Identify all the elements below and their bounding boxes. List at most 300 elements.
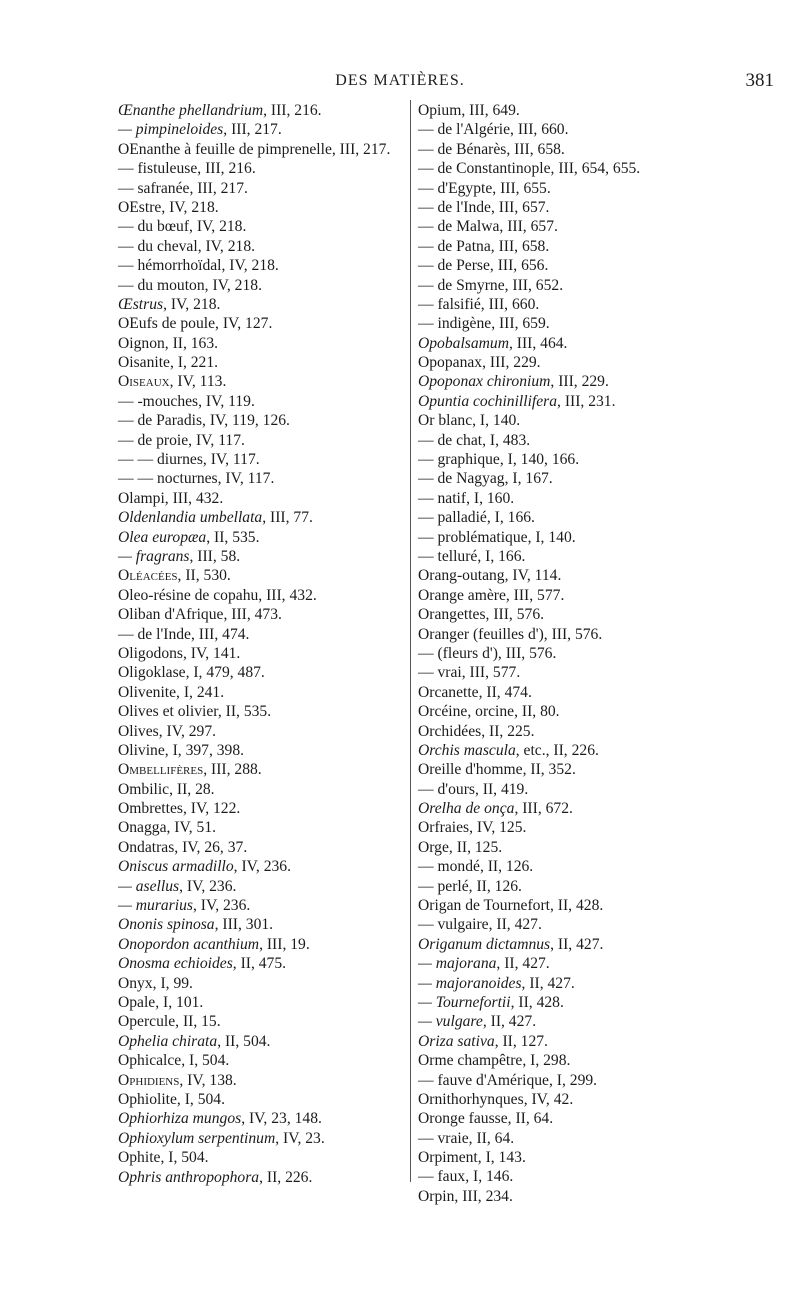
index-entry xyxy=(418,1071,718,1090)
entry-references: , IV, 297. xyxy=(158,722,217,740)
index-entry xyxy=(418,683,718,702)
entry-term: — fistuleuse xyxy=(118,160,198,178)
entry-references: , III, 655. xyxy=(492,179,551,197)
entry-term: Oligodons xyxy=(118,644,183,662)
entry-references: , III, 576. xyxy=(485,606,545,624)
index-entry xyxy=(418,1129,718,1148)
entry-references: , II, 427. xyxy=(482,1013,537,1031)
entry-references: , III, 234. xyxy=(454,1187,513,1205)
entry-term: — vraie xyxy=(418,1129,469,1147)
entry-references: , III, 577. xyxy=(505,586,565,604)
entry-term: — -mouches xyxy=(118,392,199,410)
entry-references: , III, 288. xyxy=(203,761,262,779)
index-entry xyxy=(418,120,718,139)
page-header xyxy=(0,72,800,96)
entry-term: Orcanette xyxy=(418,683,479,701)
page-number: 381 xyxy=(745,70,774,91)
index-entry xyxy=(118,353,410,372)
entry-references: , IV, 218. xyxy=(204,276,262,294)
entry-term: — vrai xyxy=(418,664,462,682)
index-entry xyxy=(418,877,718,896)
entry-term: — de Paradis xyxy=(118,412,203,430)
index-entry xyxy=(418,857,718,876)
index-entry xyxy=(418,722,718,741)
entry-term: — de proie xyxy=(118,431,189,449)
index-entry xyxy=(118,450,410,469)
entry-references: , I, 166. xyxy=(477,547,526,565)
entry-references: , I, 143. xyxy=(477,1149,526,1167)
index-entry xyxy=(118,469,410,488)
index-entry xyxy=(118,1109,410,1128)
entry-term: Opopanax xyxy=(418,354,483,372)
index-entry xyxy=(118,101,410,120)
entry-term: Ombellifères xyxy=(118,761,204,779)
index-entry xyxy=(418,838,718,857)
entry-references: , III, 672. xyxy=(514,800,573,818)
entry-term: Opuntia cochinillifera xyxy=(418,392,558,410)
entry-references: , II, 530. xyxy=(177,567,231,585)
index-entry xyxy=(418,198,718,217)
entry-term: — indigène xyxy=(418,315,492,333)
entry-references: , II, 127. xyxy=(494,1032,548,1050)
index-entry xyxy=(118,334,410,353)
entry-term: Opercule xyxy=(118,1013,176,1031)
index-entry xyxy=(118,954,410,973)
entry-references: , IV, 122. xyxy=(182,800,241,818)
entry-term: Olives et olivier xyxy=(118,703,218,721)
index-entry xyxy=(418,372,718,391)
entry-term: — de l'Algérie xyxy=(418,121,511,139)
entry-term: — de Bénarès xyxy=(418,140,507,158)
entry-references: , III, 660. xyxy=(480,295,540,313)
index-entry xyxy=(118,392,410,411)
entry-references: , III, 657. xyxy=(499,218,558,236)
entry-term: — de Smyrne xyxy=(418,276,505,294)
entry-term: Oleo-résine de copahu xyxy=(118,586,259,604)
entry-term: Oliban d'Afrique xyxy=(118,606,224,624)
index-entry xyxy=(418,489,718,508)
entry-term: — vulgaire xyxy=(418,916,489,934)
index-entry xyxy=(418,237,718,256)
entry-references: , IV, 127. xyxy=(215,315,273,333)
index-entry xyxy=(118,760,410,779)
entry-references: , I, 397, 398. xyxy=(164,741,245,759)
entry-term: — de Patna xyxy=(418,237,491,255)
entry-references: , I, 241. xyxy=(176,683,225,701)
entry-references: , III, 217. xyxy=(189,179,248,197)
entry-references: , III, 216. xyxy=(263,102,322,119)
entry-references: , I, 298. xyxy=(522,1052,571,1070)
entry-references: , IV, 236. xyxy=(179,877,237,895)
entry-term: Orge xyxy=(418,838,449,856)
index-entry xyxy=(418,334,718,353)
entry-term: Orfraies xyxy=(418,819,470,837)
index-entry xyxy=(418,314,718,333)
entry-term: Œnanthe phellandrium xyxy=(118,102,264,119)
index-entry xyxy=(418,1167,718,1186)
index-entry xyxy=(118,741,410,760)
entry-term: Ophiolite xyxy=(118,1090,177,1108)
entry-term: Orchis mascula xyxy=(418,741,516,759)
index-entry xyxy=(118,1012,410,1031)
entry-references: , II, 419. xyxy=(474,780,529,798)
index-entry xyxy=(418,392,718,411)
entry-term: — — nocturnes xyxy=(118,470,218,488)
entry-references: , II, 64. xyxy=(468,1129,515,1147)
entry-references: , III, 216. xyxy=(197,160,256,178)
index-entry xyxy=(118,237,410,256)
entry-references: , III, 576. xyxy=(497,644,557,662)
index-entry xyxy=(118,935,410,954)
entry-term: — murarius xyxy=(118,897,193,915)
index-entry xyxy=(118,586,410,605)
index-entry xyxy=(418,1051,718,1070)
entry-references: , II, 504. xyxy=(217,1032,271,1050)
entry-term: Oisanite xyxy=(118,354,170,372)
entry-term: — de Nagyag xyxy=(418,470,505,488)
entry-references: , II, 125. xyxy=(448,838,503,856)
entry-term: Orpin xyxy=(418,1187,455,1205)
entry-references: , IV, 23. xyxy=(275,1129,325,1147)
entry-term: Orpiment xyxy=(418,1149,478,1167)
entry-references: , II, 225. xyxy=(481,722,535,740)
index-entry xyxy=(118,217,410,236)
index-entry xyxy=(118,372,410,391)
entry-term: Opobalsamum xyxy=(418,334,509,352)
index-entry xyxy=(118,896,410,915)
index-entry xyxy=(418,663,718,682)
entry-term: — fragrans xyxy=(118,548,190,565)
entry-references: , III, 654, 655. xyxy=(550,160,641,178)
entry-term: — problématique xyxy=(418,528,528,546)
entry-references: , II, 427. xyxy=(521,974,575,992)
index-entry xyxy=(118,818,410,837)
entry-references: , IV, 236. xyxy=(192,897,251,915)
entry-term: Olampi xyxy=(118,489,165,507)
entry-references: , IV, 125. xyxy=(469,819,527,837)
entry-references: , IV, 141. xyxy=(182,644,241,662)
entry-term: — de chat xyxy=(418,431,483,449)
index-entry xyxy=(418,915,718,934)
entry-term: Olives xyxy=(118,722,159,740)
entry-term: — de Malwa xyxy=(418,218,500,236)
entry-references: , I, 140. xyxy=(527,528,576,546)
index-entry xyxy=(118,508,410,527)
index-entry xyxy=(418,256,718,275)
entry-term: Opium xyxy=(418,102,462,119)
index-entry xyxy=(118,644,410,663)
entry-term: — majorana xyxy=(418,955,497,973)
index-entry xyxy=(118,140,410,159)
index-entry xyxy=(418,935,718,954)
entry-term: — hémorrhoïdal xyxy=(118,257,222,275)
entry-term: Oronge fausse xyxy=(418,1110,508,1128)
entry-term: — mondé xyxy=(418,858,480,876)
entry-term: Ombilic xyxy=(118,780,170,798)
entry-references: , I, 140. xyxy=(472,412,521,430)
entry-references: , IV, 117. xyxy=(217,470,275,488)
entry-references: , III, 231. xyxy=(557,392,616,410)
index-entry xyxy=(118,877,410,896)
entry-term: — de l'Inde xyxy=(418,198,491,216)
entry-references: , I, 99. xyxy=(152,974,193,992)
entry-term: Orang-outang xyxy=(418,567,505,585)
entry-term: — telluré xyxy=(418,547,478,565)
index-entry xyxy=(418,276,718,295)
entry-term: — d'ours xyxy=(418,780,475,798)
index-entry xyxy=(118,663,410,682)
entry-term: — du mouton xyxy=(118,276,205,294)
entry-references: , II, 163. xyxy=(164,334,219,352)
entry-references: , I, 299. xyxy=(548,1071,598,1089)
index-entry xyxy=(118,411,410,430)
entry-term: Oreille d'homme xyxy=(418,761,523,779)
entry-term: Oiseaux xyxy=(118,373,170,391)
entry-term: — fauve d'Amérique xyxy=(418,1071,549,1089)
entry-references: , II, 475. xyxy=(232,955,287,973)
entry-term: Ondatras xyxy=(118,838,175,856)
entry-references: , III, 464. xyxy=(508,334,568,352)
entry-term: Onagga xyxy=(118,819,167,837)
index-entry xyxy=(418,431,718,450)
index-entry xyxy=(118,1051,410,1070)
entry-term: Olivine xyxy=(118,741,165,759)
index-column-left xyxy=(118,101,410,1187)
entry-term: OEnanthe à feuille de pimprenelle, III, 217. xyxy=(118,140,391,158)
entry-term: Olivenite xyxy=(118,683,177,701)
entry-term: Ononis spinosa xyxy=(118,916,215,934)
entry-references: , III, 432. xyxy=(258,586,317,604)
entry-references: , IV, 236. xyxy=(233,858,291,876)
entry-term: Orcéine, orcine xyxy=(418,703,515,721)
entry-references: , III, 577. xyxy=(461,664,521,682)
entry-term: Onosma echioides xyxy=(118,955,233,973)
entry-term: — pimpineloides xyxy=(118,121,224,139)
column-divider xyxy=(410,100,411,1182)
index-entry xyxy=(118,1071,410,1090)
index-entry xyxy=(118,857,410,876)
entry-references: , II, 474. xyxy=(478,683,532,701)
index-entry xyxy=(118,179,410,198)
index-entry xyxy=(118,838,410,857)
index-entry xyxy=(118,1129,410,1148)
entry-term: OEstre xyxy=(118,198,162,216)
index-entry xyxy=(118,120,410,139)
entry-references: , IV, 42. xyxy=(523,1090,574,1108)
entry-term: — asellus xyxy=(118,877,180,895)
index-entry xyxy=(118,915,410,934)
index-entry xyxy=(418,508,718,527)
entry-references: , IV, 113. xyxy=(169,373,227,391)
entry-term: Orchidées xyxy=(418,722,482,740)
entry-term: Ophris anthropophora xyxy=(118,1168,260,1186)
index-entry xyxy=(418,605,718,624)
entry-term: Opale xyxy=(118,993,156,1011)
entry-references: , II, 126. xyxy=(468,877,522,895)
entry-term: Onyx xyxy=(118,974,153,992)
index-entry xyxy=(418,896,718,915)
entry-term: — majoranoides xyxy=(418,974,522,992)
index-entry xyxy=(118,489,410,508)
entry-term: — graphique xyxy=(418,451,500,469)
index-entry xyxy=(418,644,718,663)
index-entry xyxy=(418,625,718,644)
entry-term: — de l'Inde xyxy=(118,625,191,643)
index-entry xyxy=(418,411,718,430)
entry-references: , III, 19. xyxy=(259,935,310,953)
index-entry xyxy=(418,179,718,198)
entry-references: , III, 432. xyxy=(164,489,224,507)
index-entry xyxy=(118,993,410,1012)
entry-term: — d'Egypte xyxy=(418,179,493,197)
index-entry xyxy=(418,1032,718,1051)
entry-references: , IV, 51. xyxy=(166,819,217,837)
index-entry xyxy=(418,954,718,973)
entry-references: , III, 649. xyxy=(461,102,520,119)
entry-references: , II, 535. xyxy=(206,528,260,546)
entry-references: , III, 660. xyxy=(510,121,569,139)
index-entry xyxy=(118,722,410,741)
entry-references: , I, 221. xyxy=(169,354,219,372)
entry-term: Oignon xyxy=(118,334,165,352)
index-entry xyxy=(418,993,718,1012)
entry-references: , I, 166. xyxy=(486,509,535,527)
entry-term: — natif xyxy=(418,489,467,507)
entry-references: , III, 658. xyxy=(490,237,550,255)
entry-term: Ophicalce xyxy=(118,1052,182,1070)
entry-references: , III, 217. xyxy=(223,121,282,139)
index-entry xyxy=(418,1187,718,1206)
entry-references: , IV, 117. xyxy=(202,451,260,469)
entry-term: — perlé xyxy=(418,877,469,895)
index-entry xyxy=(418,760,718,779)
entry-term: Ophioxylum serpentinum xyxy=(118,1129,276,1147)
entry-references: , II, 427. xyxy=(550,935,604,953)
entry-references: , III, 652. xyxy=(504,276,564,294)
entry-term: — de Perse xyxy=(418,257,490,275)
entry-references: , IV, 138. xyxy=(179,1071,237,1089)
entry-references: , IV, 26, 37. xyxy=(174,838,248,856)
index-entry xyxy=(418,469,718,488)
entry-term: Oligoklase xyxy=(118,664,186,682)
index-entry xyxy=(418,799,718,818)
entry-references: , II, 28. xyxy=(169,780,215,798)
entry-references: , III, 656. xyxy=(489,257,549,275)
index-entry xyxy=(118,702,410,721)
entry-references: , III, 229. xyxy=(482,354,541,372)
index-entry xyxy=(118,974,410,993)
index-entry xyxy=(418,450,718,469)
entry-term: OEufs de poule xyxy=(118,315,216,333)
entry-term: — safranée xyxy=(118,179,190,197)
index-entry xyxy=(418,295,718,314)
entry-references: , IV, 218. xyxy=(189,218,247,236)
entry-term: — (fleurs d') xyxy=(418,644,498,662)
entry-references: , II, 15. xyxy=(175,1013,221,1031)
entry-term: — — diurnes xyxy=(118,451,203,469)
index-entry xyxy=(118,1168,410,1187)
entry-term: Opoponax chironium xyxy=(418,373,551,391)
entry-term: Oriza sativa xyxy=(418,1032,495,1050)
entry-term: — palladié xyxy=(418,509,487,527)
index-entry xyxy=(118,799,410,818)
index-entry xyxy=(118,431,410,450)
entry-references: , II, 427. xyxy=(496,955,550,973)
entry-term: — falsifié xyxy=(418,295,481,313)
index-entry xyxy=(118,625,410,644)
index-entry xyxy=(118,198,410,217)
index-entry xyxy=(118,314,410,333)
entry-term: Onopordon acanthium xyxy=(118,935,260,953)
index-entry xyxy=(418,974,718,993)
entry-references: , III, 576. xyxy=(543,625,603,643)
index-entry xyxy=(418,741,718,760)
index-entry xyxy=(418,547,718,566)
index-entry xyxy=(118,159,410,178)
entry-term: Ornithorhynques xyxy=(418,1090,524,1108)
index-entry xyxy=(118,1032,410,1051)
index-entry xyxy=(118,566,410,585)
entry-term: Origan de Tournefort xyxy=(418,897,550,915)
entry-references: , II, 80. xyxy=(514,703,560,721)
entry-term: Orelha de onça xyxy=(418,800,515,818)
index-entry xyxy=(418,1148,718,1167)
entry-references: , IV, 23, 148. xyxy=(241,1110,322,1128)
entry-references: , I, 101. xyxy=(155,993,204,1011)
entry-references: , II, 64. xyxy=(507,1110,554,1128)
entry-term: — du bœuf xyxy=(118,218,190,236)
entry-references: , II, 428. xyxy=(510,993,564,1011)
entry-references: , II, 126. xyxy=(479,858,534,876)
index-entry xyxy=(418,780,718,799)
index-entry xyxy=(418,818,718,837)
entry-references: , III, 301. xyxy=(214,916,274,934)
entry-term: Oléacées xyxy=(118,567,178,585)
index-entry xyxy=(118,605,410,624)
index-entry xyxy=(418,140,718,159)
entry-references: , III, 474. xyxy=(190,625,250,643)
index-entry xyxy=(418,528,718,547)
entry-references: , III, 658. xyxy=(506,140,565,158)
entry-references: , I, 160. xyxy=(466,489,515,507)
index-entry xyxy=(118,528,410,547)
running-title: DES MATIÈRES. xyxy=(335,72,465,89)
entry-term: Or blanc xyxy=(418,412,473,430)
entry-references: , I, 504. xyxy=(181,1052,230,1070)
entry-term: Olea europæa xyxy=(118,528,207,546)
entry-references: , III, 58. xyxy=(189,548,241,565)
entry-term: Ophelia chirata xyxy=(118,1032,218,1050)
entry-term: Origanum dictamnus xyxy=(418,935,551,953)
entry-term: Orangettes xyxy=(418,606,486,624)
index-entry xyxy=(418,566,718,585)
entry-references: , I, 167. xyxy=(504,470,553,488)
entry-references: , IV, 119, 126. xyxy=(202,412,290,430)
entry-references: , IV, 218. xyxy=(161,198,219,216)
entry-references: , III, 659. xyxy=(491,315,550,333)
entry-references: , I, 146. xyxy=(465,1168,514,1186)
index-entry xyxy=(418,702,718,721)
index-entry xyxy=(418,159,718,178)
entry-references: , I, 483. xyxy=(482,431,531,449)
entry-references: , IV, 114. xyxy=(504,567,562,585)
entry-term: — du cheval xyxy=(118,237,198,255)
entry-term: Oniscus armadillo xyxy=(118,858,234,876)
entry-term: Ophiorhiza mungos xyxy=(118,1110,242,1128)
entry-term: — faux xyxy=(418,1168,466,1186)
index-entry xyxy=(118,780,410,799)
index-entry xyxy=(418,217,718,236)
